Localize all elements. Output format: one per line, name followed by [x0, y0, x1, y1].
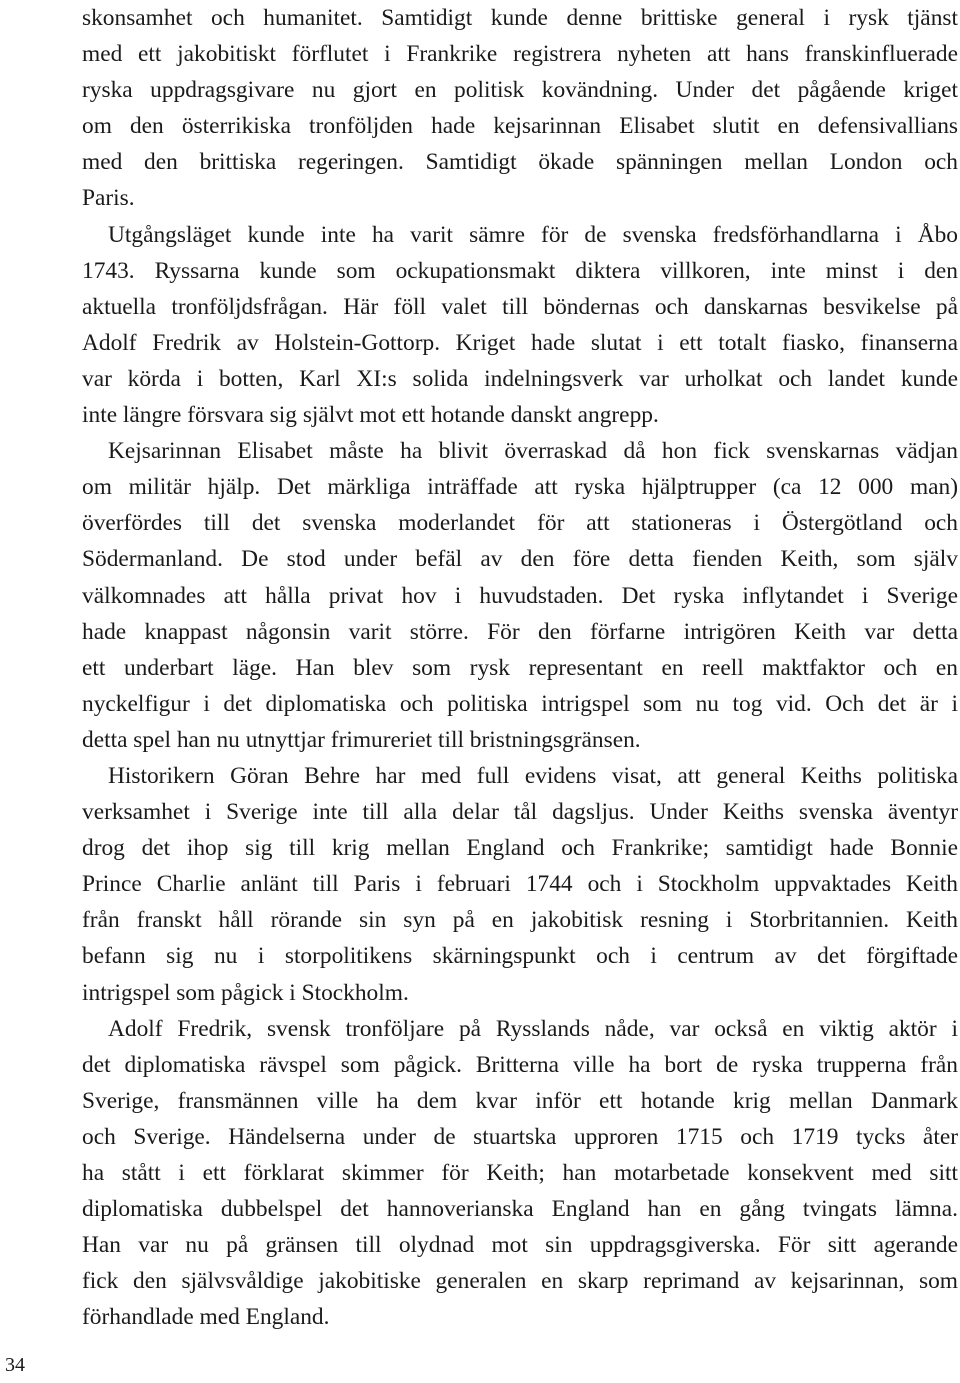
text-line: Paris. — [82, 185, 135, 212]
text-line: ryska uppdragsgivare nu gjort en politisk kovändning. Under det pågående kriget — [82, 77, 958, 104]
text-line: ha stått i ett förklarat skimmer för Keith; han motarbetade konsekvent med sitt — [82, 1160, 958, 1186]
text-line: Södermanland. De stod under befäl av den före detta fienden Keith, som själv — [82, 546, 958, 573]
text-line: inte längre försvara sig självt mot ett hotande danskt angrepp. — [82, 402, 659, 429]
text-line: det diplomatiska rävspel som pågick. Britterna ville ha bort de ryska trupperna från — [82, 1051, 958, 1078]
text-line: Historikern Göran Behre har med full evidens visat, att general Keiths politiska — [108, 762, 958, 789]
text-line: fick den självsvåldige jakobitiske generalen en skarp reprimand av kejsarinnan, som — [82, 1268, 958, 1295]
text-line: från franskt håll rörande sin syn på en jakobitisk resning i Storbritannien. Keith — [82, 907, 958, 934]
paragraph-3 — [82, 433, 958, 758]
text-line: verksamhet i Sverige inte till alla delar tål dagsljus. Under Keiths svenska äventyr — [82, 799, 958, 826]
text-line: Kejsarinnan Elisabet måste ha blivit överraskad då hon fick svenskarnas vädjan — [108, 438, 958, 465]
text-line: välkomnades att hålla privat hov i huvudstaden. Det ryska inflytandet i Sverige — [82, 582, 958, 609]
text-line: ett underbart läge. Han blev som rysk representant en reell maktfaktor och en — [82, 654, 958, 681]
text-line: Han var nu på gränsen till olydnad mot sin uppdragsgiverska. För sitt agerande — [82, 1232, 958, 1259]
text-line: 1743. Ryssarna kunde som ockupationsmakt diktera villkoren, inte minst i den — [82, 257, 958, 284]
text-line: med den brittiska regeringen. Samtidigt ökade spänningen mellan London och — [82, 149, 958, 176]
text-line: nyckelfigur i det diplomatiska och politiska intrigspel som nu tog vid. Och det är i — [82, 690, 958, 717]
text-line: med ett jakobitiskt förflutet i Frankrike registrera nyheten att hans franskinfluerade — [82, 41, 958, 68]
text-line: om den österrikiska tronföljden hade kejsarinnan Elisabet slutit en defensivallians — [82, 113, 958, 140]
text-line: diplomatiska dubbelspel det hannoverianska England han en gång tvingats lämna. — [82, 1196, 958, 1223]
body-text — [82, 0, 958, 1335]
text-line: skonsamhet och humanitet. Samtidigt kunde denne brittiske general i rysk tjänst — [82, 5, 958, 31]
text-line: aktuella tronföljdsfrågan. Här föll valet till böndernas och danskarnas besvikelse på — [82, 293, 958, 320]
text-line: drog det ihop sig till krig mellan England och Frankrike; samtidigt hade Bonnie — [82, 835, 958, 862]
text-line: om militär hjälp. Det märkliga inträffade att ryska hjälptrupper (ca 12 000 man) — [82, 474, 958, 501]
text-line: Adolf Fredrik av Holstein-Gottorp. Kriget hade slutat i ett totalt fiasko, finanserna — [82, 329, 958, 356]
page-number: 34 — [5, 1354, 25, 1376]
paragraph-5 — [82, 1011, 958, 1336]
text-line: och Sverige. Händelserna under de stuartska upproren 1715 och 1719 tycks åter — [82, 1123, 958, 1150]
text-line: Adolf Fredrik, svensk tronföljare på Rysslands nåde, var också en viktig aktör i — [108, 1015, 958, 1042]
text-line: förhandlade med England. — [82, 1304, 330, 1331]
text-line: intrigspel som pågick i Stockholm. — [82, 979, 409, 1006]
text-line: befann sig nu i storpolitikens skärningspunkt och i centrum av det förgiftade — [82, 943, 958, 970]
text-line: detta spel han nu utnyttjar frimureriet till bristningsgränsen. — [82, 726, 641, 753]
paragraph-2 — [82, 217, 958, 434]
text-line: överfördes till det svenska moderlandet för att stationeras i Östergötland och — [82, 510, 958, 537]
text-line: var körda i botten, Karl XI:s solida indelningsverk var urholkat och landet kunde — [82, 365, 958, 392]
paragraph-4 — [82, 758, 958, 1011]
text-line: Prince Charlie anlänt till Paris i februari 1744 och i Stockholm uppvaktades Keith — [82, 871, 958, 898]
paragraph-1 — [82, 0, 958, 217]
text-line: Utgångsläget kunde inte ha varit sämre för de svenska fredsförhandlarna i Åbo — [108, 221, 958, 248]
text-line: Sverige, fransmännen ville ha dem kvar inför ett hotande krig mellan Danmark — [82, 1087, 958, 1114]
text-line: hade knappast någonsin varit större. För den förfarne intrigören Keith var detta — [82, 618, 958, 645]
